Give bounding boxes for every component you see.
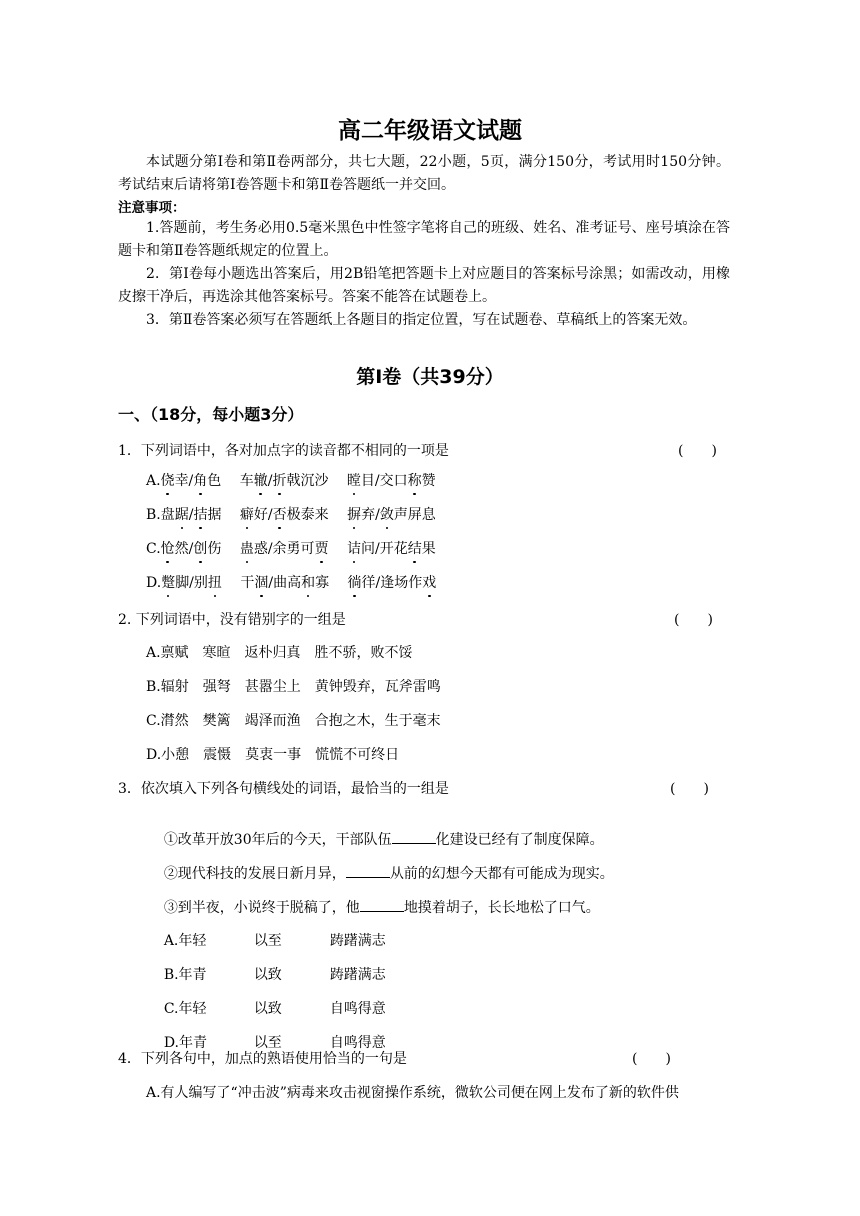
option-text: 干	[221, 575, 255, 591]
dotted-character: 结	[408, 538, 422, 558]
answer-parenthesis: ( )	[670, 781, 709, 797]
dotted-character: 涸	[254, 572, 268, 592]
notice-heading: 注意事项：	[118, 200, 186, 216]
answer-parenthesis: ( )	[678, 443, 717, 459]
dotted-character: 敛	[380, 504, 394, 524]
option-word: 以致	[253, 967, 282, 983]
option-text: 徉/逢场作	[361, 575, 423, 591]
dotted-character: 扭	[208, 572, 222, 592]
sentence-text: 从前的幻想今天都有可能成为现实。	[389, 866, 614, 882]
question-stem-text: 2. 下列词语中，没有错别字的一组是	[118, 612, 346, 628]
fill-blank	[360, 899, 404, 912]
option-word: 以致	[253, 1001, 282, 1017]
option-text: 好/	[253, 507, 273, 523]
q2-option-d: D.小憩 震慑 莫衷一事 慌慌不可终日	[146, 747, 400, 763]
dotted-character: 角	[193, 470, 207, 490]
option-text: 幸/	[174, 473, 194, 489]
sentence-text: 化建设已经有了制度保障。	[435, 832, 604, 848]
option-text	[329, 541, 347, 557]
intro-paragraph: 本试题分第Ⅰ卷和第Ⅱ卷两部分，共七大题，22小题，5页，满分150分，考试用时150分钟。考试结束后请将第Ⅰ卷答题卡和第Ⅱ卷答题纸一并交回。	[118, 154, 730, 193]
fill-blank	[392, 831, 436, 844]
sentence-text: ③到半夜，小说终于脱稿了，他	[163, 900, 360, 916]
dotted-character: 侥	[161, 470, 175, 490]
dotted-character: 摒	[347, 504, 361, 524]
option-text: 寡	[315, 575, 348, 591]
dotted-character: 贾	[315, 538, 329, 558]
dotted-character: 戏	[422, 572, 436, 592]
sentence-text: ②现代科技的发展日新月异，	[163, 866, 346, 882]
option-text: D.	[146, 575, 162, 591]
notice-item-1: 1.答题前，考生务必用0.5毫米黑色中性签字笔将自己的班级、姓名、准考证号、座号填涂在答题卡和第Ⅱ卷答题纸规定的位置上。	[118, 220, 730, 259]
option-text: 声屏息	[393, 507, 436, 523]
dotted-character: 瞠	[347, 470, 361, 490]
option-text: 果	[421, 541, 436, 557]
option-text: 弃/	[361, 507, 380, 523]
page-title: 高二年级语文试题	[338, 118, 522, 144]
option-text: C.	[146, 541, 161, 557]
notice-item-3: 3．第Ⅱ卷答案必须写在答题纸上各题目的指定位置，写在试题卷、草稿纸上的答案无效。	[146, 312, 697, 328]
option-word: 自鸣得意	[329, 1035, 386, 1051]
question-2-stem	[118, 609, 730, 629]
dotted-character: 蹩	[161, 572, 175, 592]
q2-option-c: C.潸然 樊篱 竭泽而渔 合抱之木，生于毫末	[146, 713, 441, 729]
q2-option-a: A.禀赋 寒暄 返朴归真 胜不骄，败不馁	[146, 645, 413, 661]
option-word: B.年青	[163, 967, 207, 983]
q1-option-d	[146, 572, 436, 592]
option-text: 极泰来	[286, 507, 348, 523]
notice-item-2: 2．第Ⅰ卷每小题选出答案后，用2B铅笔把答题卡上对应题目的答案标号涂黑；如需改动，用橡皮擦干净后，再选涂其他答案标号。答案不能答在试题卷上。	[118, 266, 730, 305]
option-word: 踌躇满志	[329, 933, 386, 949]
dotted-character: 和	[301, 572, 315, 592]
option-word: D.年青	[163, 1035, 207, 1051]
option-word: 以至	[253, 933, 282, 949]
option-text: 据	[207, 507, 240, 523]
answer-parenthesis: ( )	[632, 1051, 671, 1067]
option-text: /	[267, 473, 273, 489]
question-1-stem	[118, 440, 730, 460]
sentence-text: ①改革开放30年后的今天，干部队伍	[163, 832, 392, 848]
dotted-character: 拮	[193, 504, 207, 524]
volume-title: 第Ⅰ卷（共39分）	[356, 366, 504, 388]
question-3-stem	[118, 778, 730, 798]
option-word: 以至	[253, 1035, 282, 1051]
option-text: /	[188, 507, 194, 523]
dotted-character: 踞	[175, 504, 189, 524]
q1-option-c	[146, 538, 436, 558]
question-stem-text: 3．依次填入下列各句横线处的词语，最恰当的一组是	[118, 781, 449, 797]
dotted-character: 折	[272, 470, 286, 490]
q4-option-a: A.有人编写了“冲击波”病毒来攻击视窗操作系统，微软公司便在网上发布了新的软件供	[146, 1085, 679, 1101]
question-stem-text: 4．下列各句中，加点的熟语使用恰当的一句是	[118, 1051, 407, 1067]
option-text: 惑/余勇可	[253, 541, 315, 557]
q2-option-b: B.辐射 强弩 甚嚣尘上 黄钟毁弃，瓦斧雷鸣	[146, 679, 441, 695]
question-stem-text: 1．下列词语中，各对加点字的读音都不相同的一项是	[118, 443, 449, 459]
option-text: 戟沉沙	[286, 473, 347, 489]
fill-blank	[346, 865, 390, 878]
option-word: C.年轻	[163, 1001, 207, 1017]
question-4-stem	[118, 1048, 730, 1068]
dotted-character: 癖	[240, 504, 254, 524]
dotted-character: 诘	[347, 538, 361, 558]
dotted-character: 蛊	[240, 538, 254, 558]
q1-option-b	[146, 504, 436, 524]
option-text: 目/交口	[360, 473, 408, 489]
option-text: 然/	[174, 541, 194, 557]
dotted-character: 否	[273, 504, 287, 524]
option-text: 脚/别	[175, 575, 208, 591]
option-text: 赞	[421, 473, 436, 489]
dotted-character: 怆	[161, 538, 175, 558]
dotted-character: 创	[193, 538, 207, 558]
option-text: 问/开花	[361, 541, 408, 557]
option-text: 伤	[207, 541, 240, 557]
option-word: 踌躇满志	[329, 967, 386, 983]
dotted-character: 徜	[348, 572, 362, 592]
answer-parenthesis: ( )	[674, 612, 713, 628]
option-text: /曲高	[268, 575, 302, 591]
option-word: 自鸣得意	[329, 1001, 386, 1017]
section-heading: 一、（18分，每小题3分）	[118, 405, 304, 424]
option-text: B.盘	[146, 507, 175, 523]
option-text: 色 车	[207, 473, 254, 489]
dotted-character: 辙	[254, 470, 268, 490]
sentence-text: 地摸着胡子，长长地松了口气。	[403, 900, 600, 916]
q1-option-a	[146, 470, 436, 490]
option-text: A.	[146, 473, 161, 489]
dotted-character: 称	[408, 470, 422, 490]
option-word: A.年轻	[163, 933, 207, 949]
